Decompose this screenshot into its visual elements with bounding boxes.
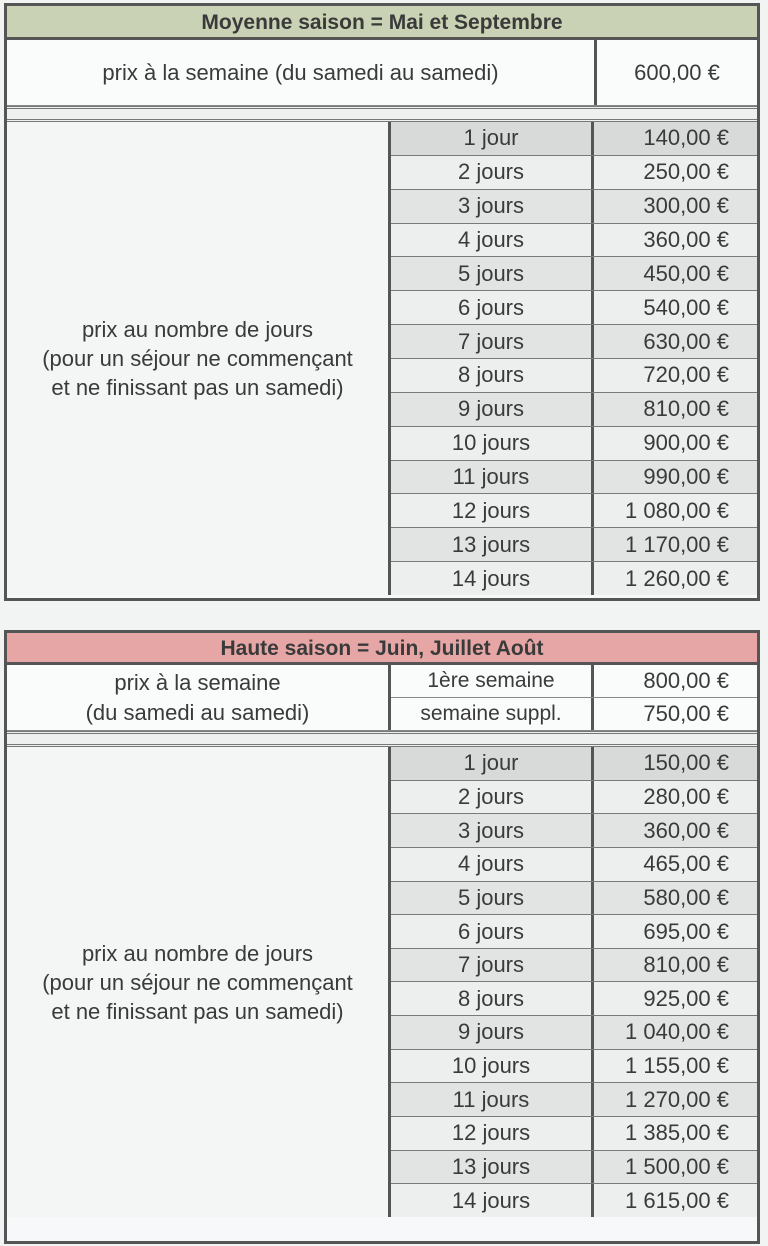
days-price: 1 155,00 €: [594, 1050, 757, 1083]
days-price: 1 040,00 €: [594, 1016, 757, 1049]
table-row: [391, 814, 757, 848]
days-label-line-3: et ne finissant pas un samedi): [51, 375, 344, 400]
days-count: 14 jours: [391, 562, 594, 595]
days-label-line-2: (pour un séjour ne commençant: [42, 969, 353, 995]
table-row: [391, 949, 757, 983]
days-price: 580,00 €: [594, 882, 757, 915]
high-season-days-block: [7, 747, 757, 1217]
table-row: [391, 1117, 757, 1151]
first-week-label: 1ère semaine: [391, 665, 594, 697]
days-count: 9 jours: [391, 1016, 594, 1049]
days-price: 540,00 €: [594, 291, 757, 324]
days-count: 11 jours: [391, 1083, 594, 1116]
extra-week-price: 750,00 €: [594, 698, 757, 730]
high-season-table: [4, 630, 760, 1244]
table-row: [391, 427, 757, 461]
days-count: 6 jours: [391, 291, 594, 324]
high-season-days-label: [7, 747, 391, 1217]
separator: [7, 106, 757, 122]
table-row: [391, 122, 757, 156]
week-label-line-2: (du samedi au samedi): [85, 699, 310, 725]
mid-season-week-price: 600,00 €: [594, 40, 757, 105]
days-price: 450,00 €: [594, 257, 757, 290]
table-row: [391, 325, 757, 359]
first-week-price: 800,00 €: [594, 665, 757, 697]
days-count: 14 jours: [391, 1184, 594, 1217]
days-count: 3 jours: [391, 190, 594, 223]
days-count: 8 jours: [391, 359, 594, 392]
days-price: 1 260,00 €: [594, 562, 757, 595]
days-count: 7 jours: [391, 325, 594, 358]
days-price: 360,00 €: [594, 814, 757, 847]
mid-season-title: Moyenne saison = Mai et Septembre: [7, 6, 757, 40]
table-row: [391, 882, 757, 916]
days-count: 2 jours: [391, 156, 594, 189]
days-count: 6 jours: [391, 915, 594, 948]
table-row: [391, 1151, 757, 1185]
table-row: [391, 1050, 757, 1084]
days-count: 5 jours: [391, 257, 594, 290]
table-row: [391, 982, 757, 1016]
extra-week-label: semaine suppl.: [391, 698, 594, 730]
days-count: 10 jours: [391, 427, 594, 460]
days-price: 1 385,00 €: [594, 1117, 757, 1150]
days-label-line-3: et ne finissant pas un samedi): [51, 998, 344, 1024]
days-count: 12 jours: [391, 494, 594, 527]
days-count: 2 jours: [391, 781, 594, 814]
days-count: 1 jour: [391, 747, 594, 780]
days-price: 1 270,00 €: [594, 1083, 757, 1116]
table-row: [391, 291, 757, 325]
table-row: [391, 257, 757, 291]
days-price: 1 170,00 €: [594, 528, 757, 561]
days-count: 13 jours: [391, 1151, 594, 1184]
table-row: [391, 747, 757, 781]
table-row: [391, 224, 757, 258]
days-label-line-2: (pour un séjour ne commençant: [42, 346, 353, 371]
days-price: 465,00 €: [594, 848, 757, 881]
days-price: 630,00 €: [594, 325, 757, 358]
mid-season-week-row: [7, 40, 757, 106]
days-price: 300,00 €: [594, 190, 757, 223]
high-season-days-grid: [391, 747, 757, 1217]
days-price: 150,00 €: [594, 747, 757, 780]
table-row: [391, 915, 757, 949]
days-price: 925,00 €: [594, 982, 757, 1015]
days-price: 250,00 €: [594, 156, 757, 189]
extra-week-row: [391, 698, 757, 730]
days-price: 1 500,00 €: [594, 1151, 757, 1184]
days-count: 3 jours: [391, 814, 594, 847]
first-week-row: [391, 665, 757, 698]
table-row: [391, 528, 757, 562]
high-season-week-prices: [391, 665, 757, 730]
days-count: 5 jours: [391, 882, 594, 915]
mid-season-days-label: [7, 122, 391, 595]
days-count: 7 jours: [391, 949, 594, 982]
days-price: 900,00 €: [594, 427, 757, 460]
days-price: 990,00 €: [594, 461, 757, 494]
days-label-line-1: prix au nombre de jours: [81, 317, 314, 342]
table-row: [391, 461, 757, 495]
high-season-week-block: [7, 665, 757, 731]
separator: [7, 731, 757, 747]
mid-season-week-label: prix à la semaine (du samedi au samedi): [7, 40, 594, 105]
days-price: 720,00 €: [594, 359, 757, 392]
table-row: [391, 781, 757, 815]
table-row: [391, 1016, 757, 1050]
days-count: 4 jours: [391, 848, 594, 881]
days-label-line-1: prix au nombre de jours: [81, 940, 314, 966]
high-season-week-label: [7, 665, 391, 730]
days-price: 810,00 €: [594, 949, 757, 982]
table-row: [391, 494, 757, 528]
days-count: 1 jour: [391, 122, 594, 155]
table-row: [391, 1184, 757, 1217]
table-row: [391, 190, 757, 224]
days-count: 9 jours: [391, 393, 594, 426]
days-count: 8 jours: [391, 982, 594, 1015]
table-row: [391, 1083, 757, 1117]
days-price: 360,00 €: [594, 224, 757, 257]
table-row: [391, 848, 757, 882]
table-row: [391, 393, 757, 427]
days-count: 10 jours: [391, 1050, 594, 1083]
days-price: 810,00 €: [594, 393, 757, 426]
table-row: [391, 156, 757, 190]
days-count: 13 jours: [391, 528, 594, 561]
days-price: 1 080,00 €: [594, 494, 757, 527]
days-price: 1 615,00 €: [594, 1184, 757, 1217]
mid-season-days-block: [7, 122, 757, 595]
days-price: 280,00 €: [594, 781, 757, 814]
high-season-title: Haute saison = Juin, Juillet Août: [7, 633, 757, 665]
days-count: 4 jours: [391, 224, 594, 257]
table-row: [391, 562, 757, 595]
days-price: 695,00 €: [594, 915, 757, 948]
mid-season-days-grid: [391, 122, 757, 595]
table-row: [391, 359, 757, 393]
days-count: 12 jours: [391, 1117, 594, 1150]
week-label-line-1: prix à la semaine: [114, 669, 281, 695]
mid-season-table: [4, 3, 760, 601]
days-price: 140,00 €: [594, 122, 757, 155]
days-count: 11 jours: [391, 461, 594, 494]
